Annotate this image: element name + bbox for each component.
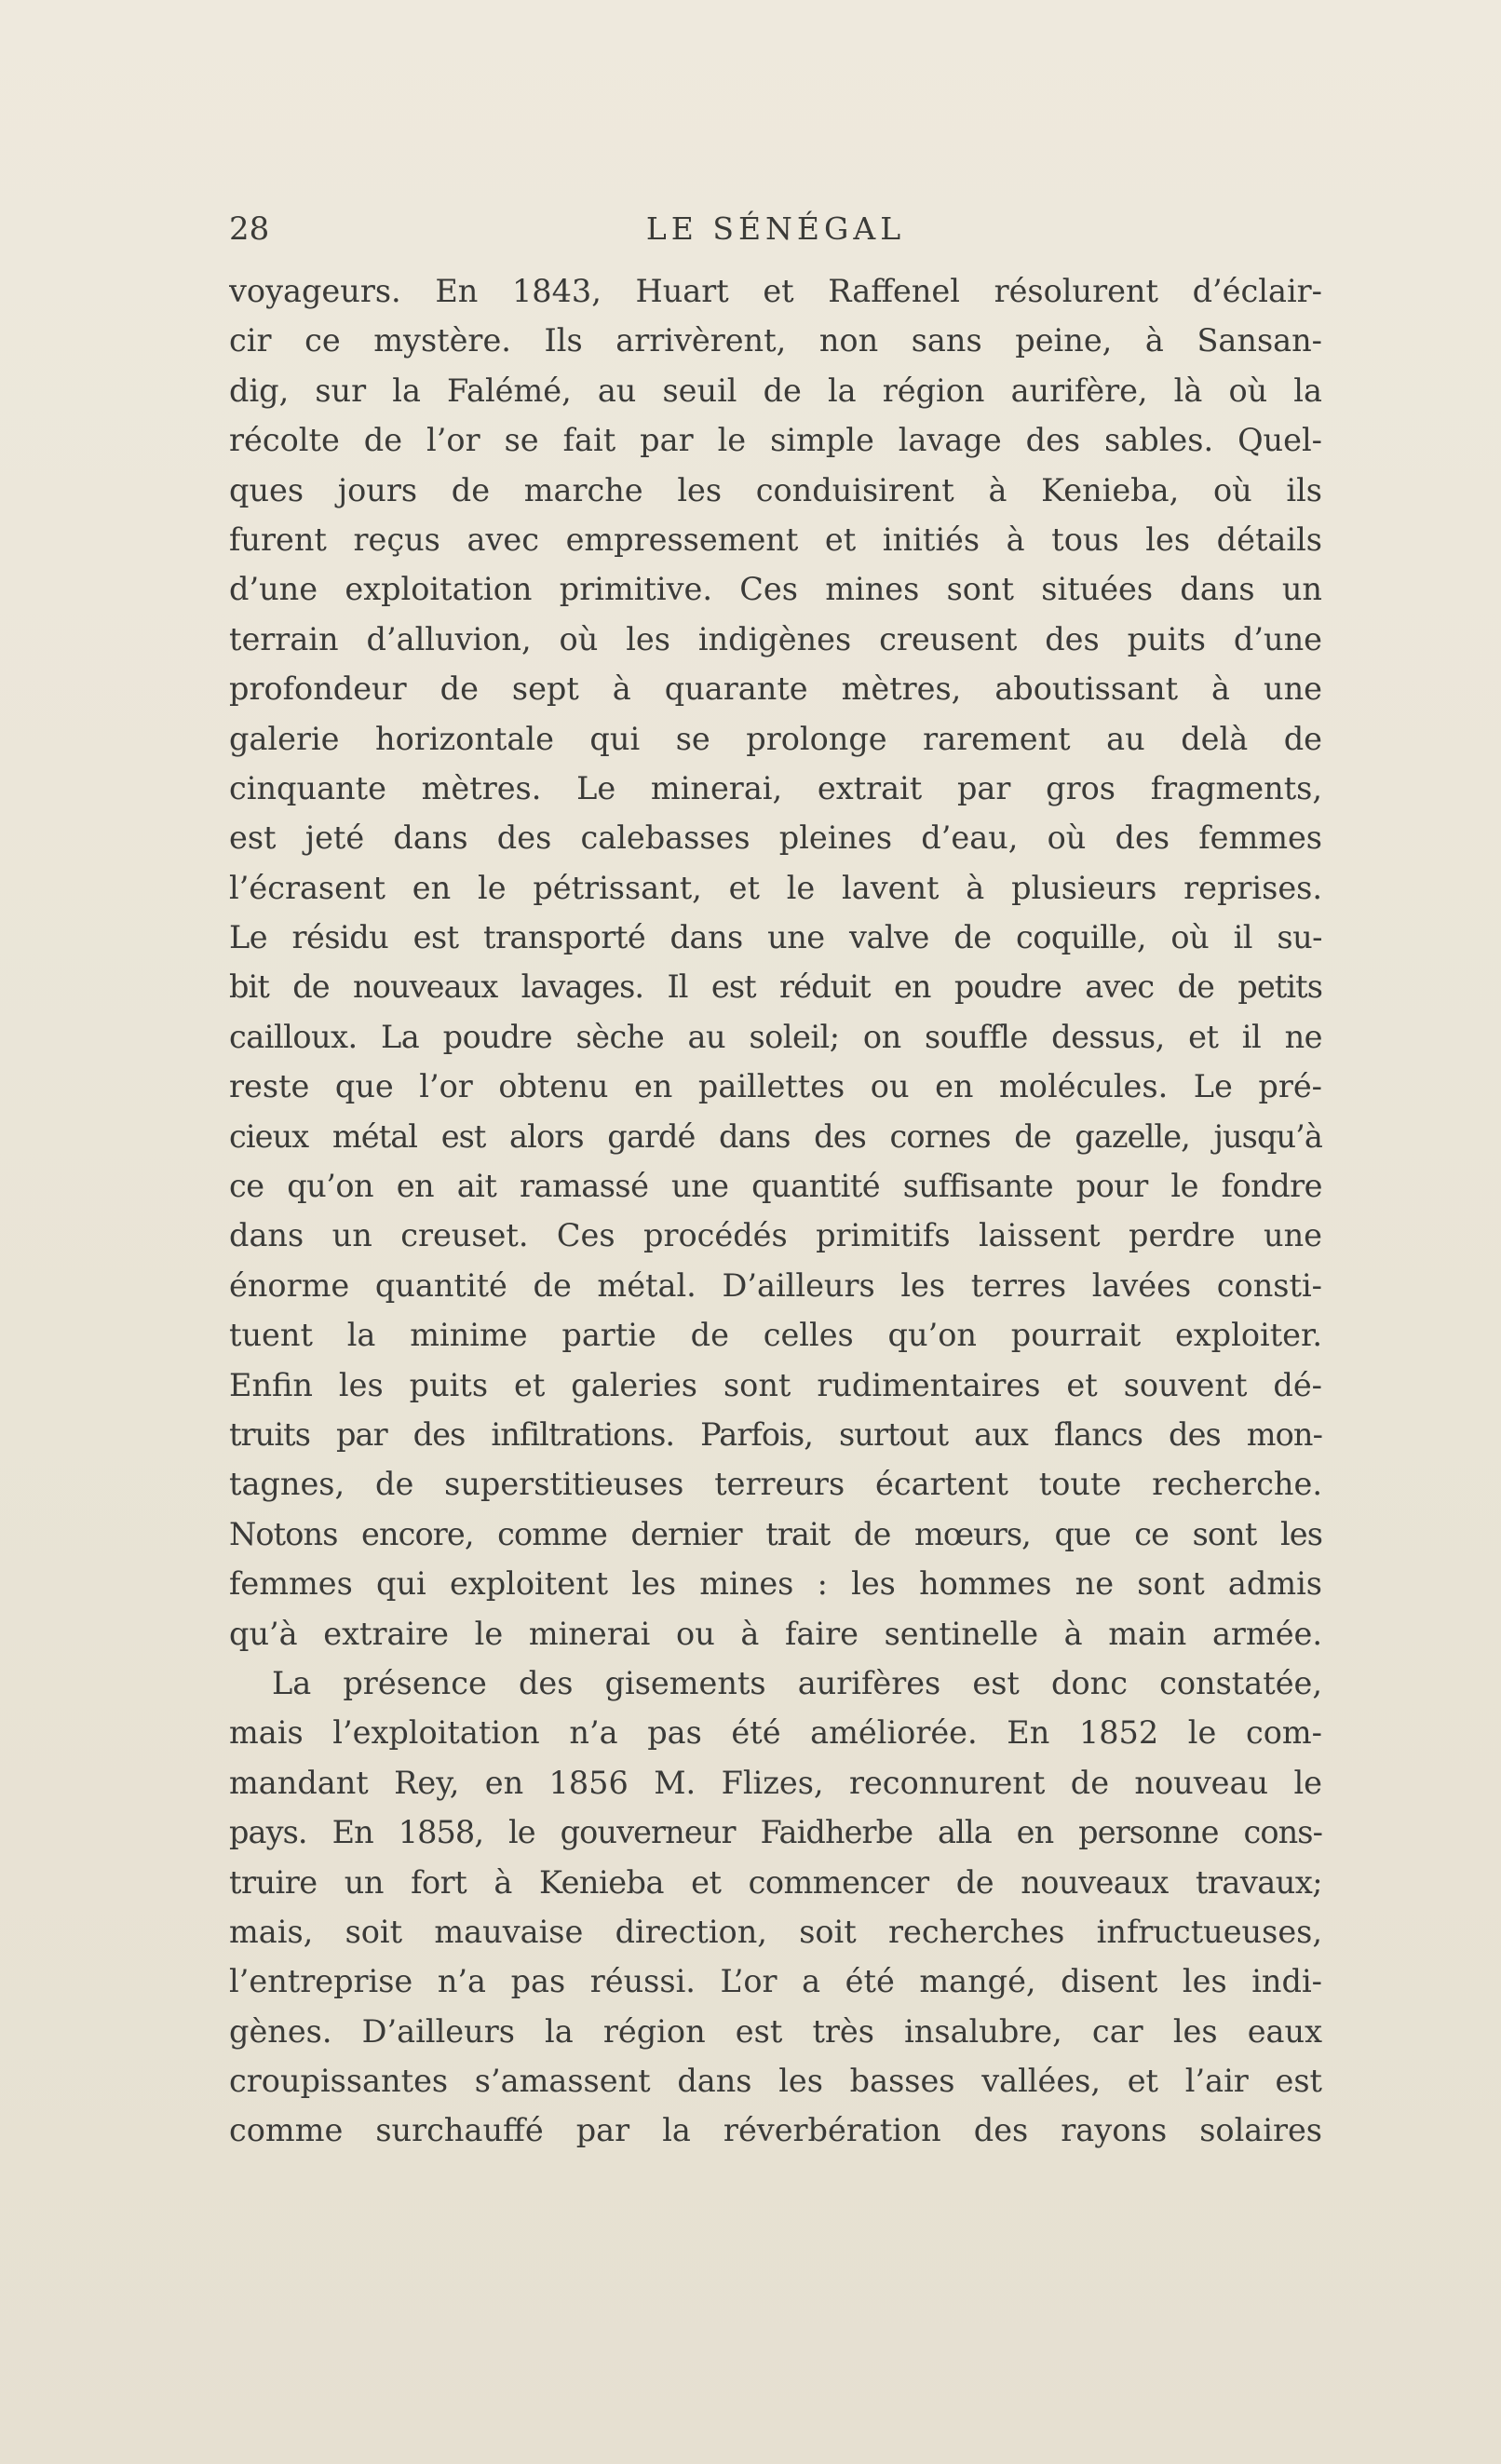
text-line: bit de nouveaux lavages. Il est réduit en poudre avec de petits <box>229 968 1322 1006</box>
paragraph-start-line: La présence des gisements aurifères est donc constatée, <box>272 1664 1322 1701</box>
text-line: truits par des infiltrations. Parfois, surtout aux flancs des mon- <box>229 1415 1322 1453</box>
text-line: terrain d’alluvion, où les indigènes creusent des puits d’une <box>229 620 1322 657</box>
text-line: galerie horizontale qui se prolonge rarement au delà de <box>229 720 1322 757</box>
text-line: Notons encore, comme dernier trait de mœurs, que ce sont les <box>229 1515 1322 1552</box>
text-line: dig, sur la Falémé, au seuil de la région aurifère, là où la <box>229 372 1322 409</box>
text-line: énorme quantité de métal. D’ailleurs les terres lavées consti- <box>229 1266 1322 1304</box>
body-text <box>229 266 1322 2156</box>
text-line: mais l’exploitation n’a pas été améliorée. En 1852 le com- <box>229 1714 1322 1752</box>
running-head <box>229 210 1322 248</box>
text-line: ce qu’on en ait ramassé une quantité suffisante pour le fondre <box>229 1168 1322 1205</box>
text-line: tagnes, de superstitieuses terreurs écartent toute recherche. <box>229 1466 1322 1503</box>
text-line: furent reçus avec empressement et initiés à tous les détails <box>229 521 1322 558</box>
text-line: Le résidu est transporté dans une valve de coquille, où il su- <box>229 919 1322 956</box>
running-title: LE SÉNÉGAL <box>645 210 906 247</box>
text-line: qu’à extraire le minerai ou à faire sentinelle à main armée. <box>229 1615 1322 1652</box>
text-line: profondeur de sept à quarante mètres, aboutissant à une <box>229 670 1322 708</box>
text-line: dans un creuset. Ces procédés primitifs laissent perdre une <box>229 1217 1322 1254</box>
text-line: récolte de l’or se fait par le simple lavage des sables. Quel- <box>229 422 1322 459</box>
text-line: tuent la minime partie de celles qu’on pourrait exploiter. <box>229 1317 1322 1354</box>
text-line: cir ce mystère. Ils arrivèrent, non sans peine, à Sansan- <box>229 322 1322 359</box>
text-line: cailloux. La poudre sèche au soleil; on souffle dessus, et il ne <box>229 1018 1322 1055</box>
page-number: 28 <box>229 210 270 248</box>
text-line: l’entreprise n’a pas réussi. L’or a été mangé, disent les indi- <box>229 1963 1322 2000</box>
text-line: l’écrasent en le pétrissant, et le lavent à plusieurs reprises. <box>229 869 1322 906</box>
text-line: Enfin les puits et galeries sont rudimentaires et souvent dé- <box>229 1366 1322 1403</box>
text-line: reste que l’or obtenu en paillettes ou en molécules. Le pré- <box>229 1068 1322 1105</box>
text-line: pays. En 1858, le gouverneur Faidherbe alla en personne cons- <box>229 1814 1322 1851</box>
text-line: femmes qui exploitent les mines : les hommes ne sont admis <box>229 1565 1322 1603</box>
text-line: mais, soit mauvaise direction, soit recherches infructueuses, <box>229 1913 1322 1950</box>
text-line: truire un fort à Kenieba et commencer de nouveaux travaux; <box>229 1863 1322 1901</box>
text-line: d’une exploitation primitive. Ces mines sont situées dans un <box>229 571 1322 608</box>
text-line: est jeté dans des calebasses pleines d’eau, où des femmes <box>229 819 1322 857</box>
text-line: voyageurs. En 1843, Huart et Raffenel résolurent d’éclair- <box>229 273 1322 309</box>
text-line: gènes. D’ailleurs la région est très insalubre, car les eaux <box>229 2012 1322 2050</box>
text-line: ques jours de marche les conduisirent à Kenieba, où ils <box>229 471 1322 508</box>
text-line: cinquante mètres. Le minerai, extrait par gros fragments, <box>229 769 1322 806</box>
text-line: mandant Rey, en 1856 M. Flizes, reconnurent de nouveau le <box>229 1764 1322 1801</box>
text-line: croupissantes s’amassent dans les basses vallées, et l’air est <box>229 2063 1322 2100</box>
text-line: comme surchauffé par la réverbération des rayons solaires <box>229 2112 1322 2149</box>
text-line: cieux métal est alors gardé dans des cornes de gazelle, jusqu’à <box>229 1117 1322 1155</box>
